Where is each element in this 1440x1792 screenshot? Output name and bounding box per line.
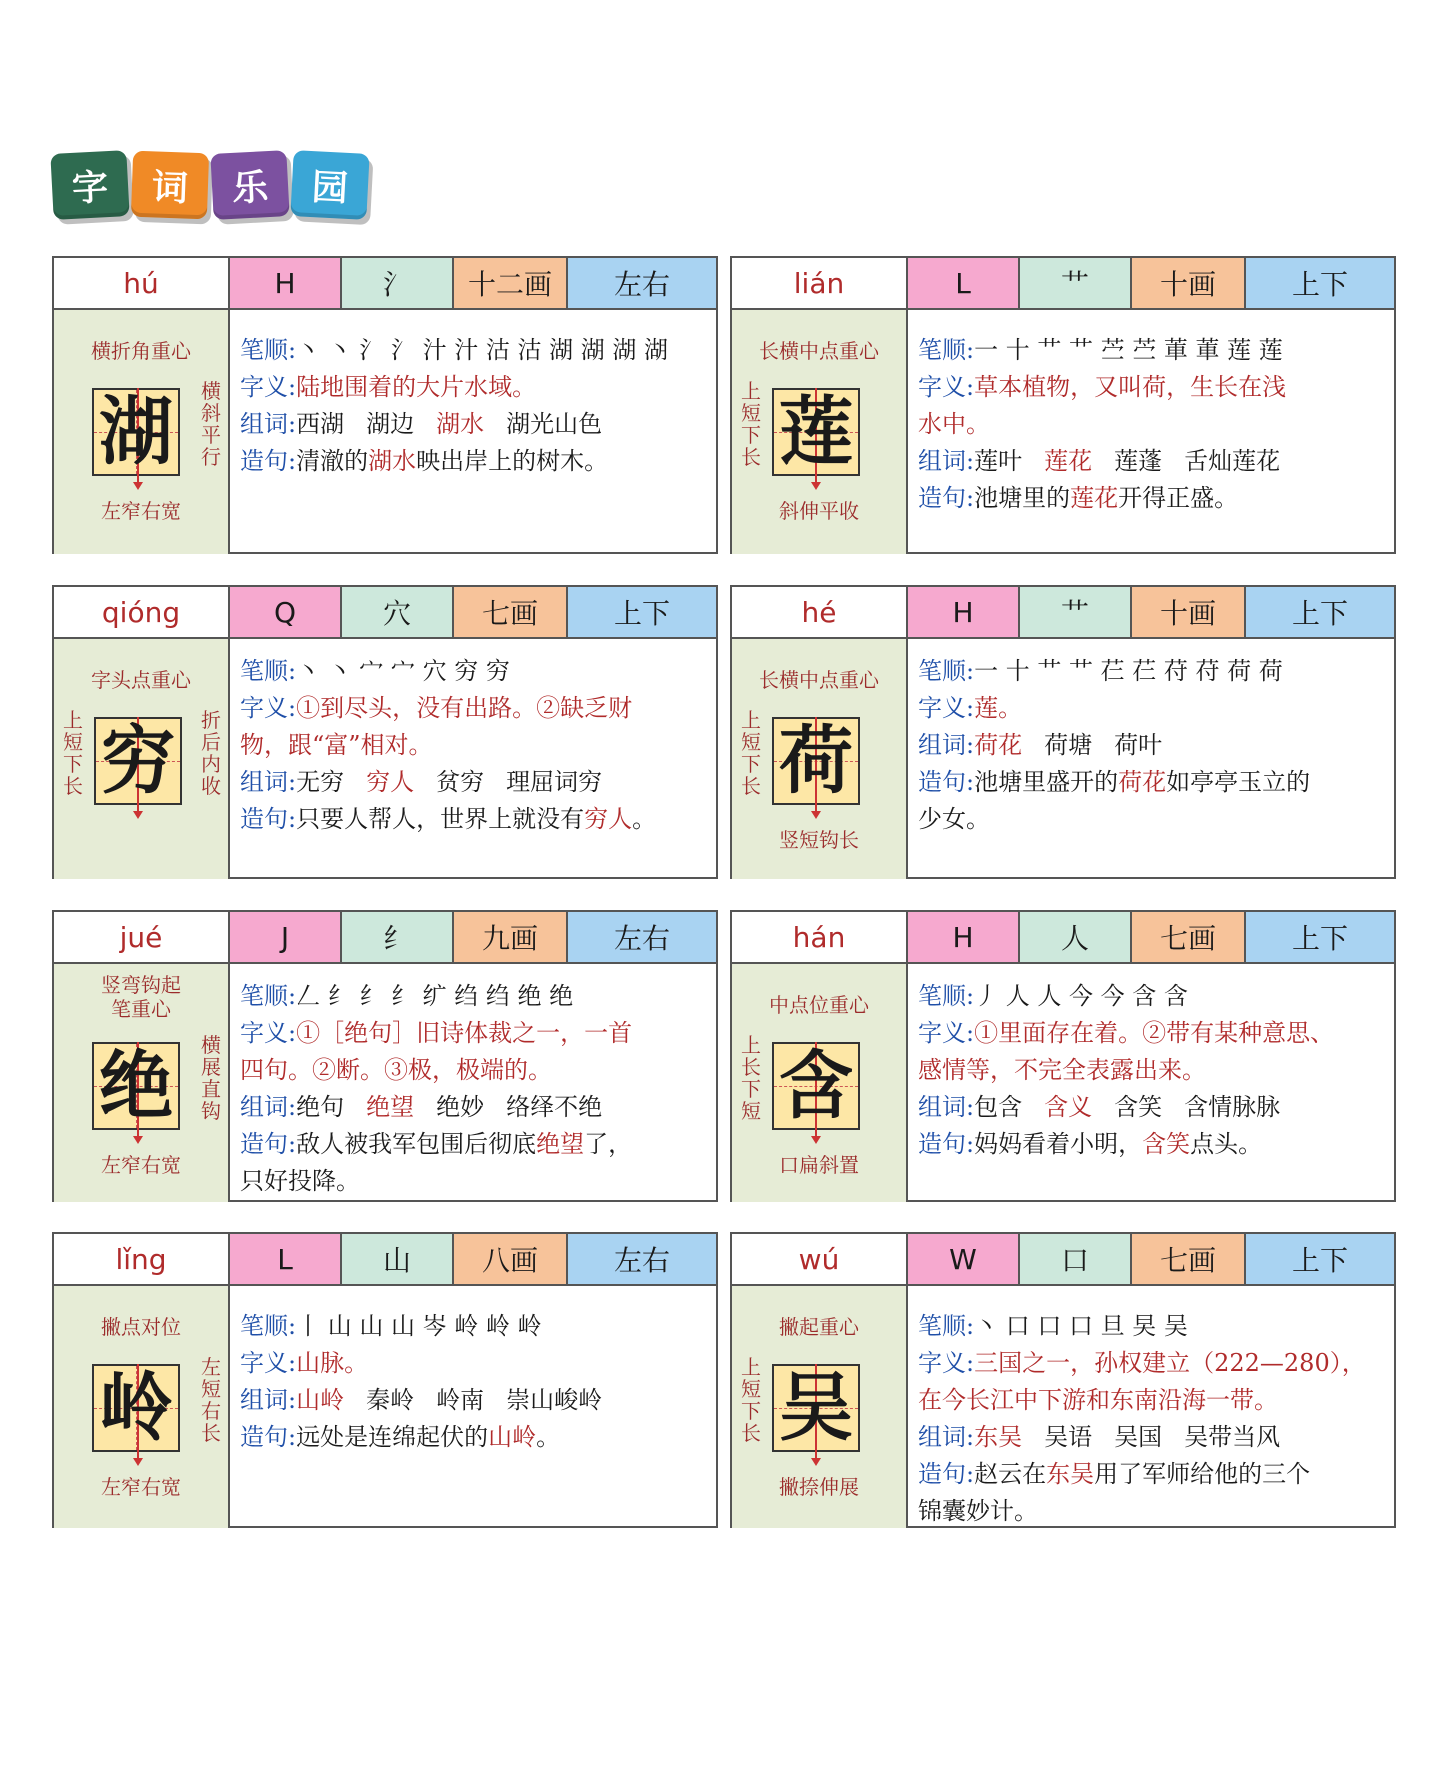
tip-top: 长横中点重心 xyxy=(759,339,879,363)
word-item: 湖光山色 xyxy=(506,410,603,438)
character-card xyxy=(730,1232,1396,1528)
sentence-row-cont xyxy=(918,1493,1384,1530)
tip-side: 上短下长 xyxy=(63,708,83,798)
sentence-part: 妈妈看着小明， xyxy=(974,1130,1143,1158)
word-item: 络绎不绝 xyxy=(506,1093,603,1121)
sentence-part: 池塘里盛开的 xyxy=(974,768,1119,796)
meaning-text: 感情等，不完全表露出来。 xyxy=(918,1056,1206,1084)
stroke-order: 丶 口 口 口 旦 旲 吴 xyxy=(974,1312,1188,1340)
character-card xyxy=(52,256,718,554)
pinyin: hé xyxy=(732,587,908,637)
initial-letter: W xyxy=(908,1234,1020,1284)
character-glyph: 岭 xyxy=(99,1365,173,1451)
structure: 左右 xyxy=(568,1234,716,1284)
card-body xyxy=(732,310,1394,554)
sentence-row-label: 造句: xyxy=(240,1130,297,1158)
radical: 纟 xyxy=(342,912,454,962)
sentence-row-label: 造句: xyxy=(918,484,975,512)
word-item: 莲蓬 xyxy=(1114,447,1163,475)
radical: 氵 xyxy=(342,258,454,308)
tip-top: 撇起重心 xyxy=(779,1315,859,1339)
word-item: 吴语 xyxy=(1044,1423,1093,1451)
word-item: 含情脉脉 xyxy=(1184,1093,1281,1121)
character-grid xyxy=(772,388,860,476)
stroke-order-row xyxy=(918,332,1384,369)
character-card xyxy=(730,910,1396,1202)
stroke-count: 七画 xyxy=(454,587,568,637)
sentence-part: 穷人 xyxy=(584,805,633,833)
card-header xyxy=(54,1234,716,1286)
word-item: 荷叶 xyxy=(1114,731,1163,759)
sentence-part: 赵云在 xyxy=(974,1460,1047,1488)
card-body xyxy=(54,1286,716,1528)
meaning-text: 山脉。 xyxy=(296,1349,369,1377)
tip-side-2: 折后内收 xyxy=(201,708,221,798)
tip-side: 横展直钩 xyxy=(201,1033,221,1123)
initial-letter: J xyxy=(230,912,342,962)
stroke-order-row-label: 笔顺: xyxy=(918,982,975,1010)
card-header xyxy=(54,587,716,639)
word-item: 山岭 xyxy=(296,1386,345,1414)
tip-side: 上短下长 xyxy=(741,1355,761,1445)
words-row xyxy=(240,1089,706,1126)
definition-panel xyxy=(908,639,1394,879)
sentence-part: 湖水 xyxy=(368,447,417,475)
card-header xyxy=(54,258,716,310)
sentence-part: 含笑 xyxy=(1142,1130,1191,1158)
tip-top: 中点位重心 xyxy=(769,993,869,1017)
pinyin: hú xyxy=(54,258,230,308)
character-glyph: 莲 xyxy=(779,389,853,475)
radical: 人 xyxy=(1020,912,1132,962)
meaning-text: 在今长江中下游和东南沿海一带。 xyxy=(918,1386,1278,1414)
initial-letter: L xyxy=(230,1234,342,1284)
structure: 上下 xyxy=(1246,258,1394,308)
meaning-text: ①到尽头，没有出路。②缺乏财 xyxy=(296,694,633,722)
structure: 上下 xyxy=(1246,1234,1394,1284)
definition-panel xyxy=(230,639,716,879)
meaning-row-label: 字义: xyxy=(918,694,975,722)
word-item: 东吴 xyxy=(974,1423,1023,1451)
stroke-order-row-label: 笔顺: xyxy=(240,1312,297,1340)
radical: 山 xyxy=(342,1234,454,1284)
words-row xyxy=(240,406,706,443)
card-body xyxy=(54,639,716,879)
stroke-order: 一 十 艹 艹 苎 苎 莗 莗 莲 莲 xyxy=(974,336,1283,364)
character-card xyxy=(730,256,1396,554)
meaning-row-label: 字义: xyxy=(240,1349,297,1377)
sentence-part: 开得正盛。 xyxy=(1118,484,1239,512)
word-item: 无穷 xyxy=(296,768,345,796)
radical: 穴 xyxy=(342,587,454,637)
definition-panel xyxy=(908,964,1394,1202)
sentence-part: 远处是连绵起伏的 xyxy=(296,1423,489,1451)
writing-tips-panel xyxy=(732,964,908,1202)
word-item: 贫穷 xyxy=(436,768,485,796)
word-item: 湖水 xyxy=(436,410,485,438)
word-item: 崇山峻岭 xyxy=(506,1386,603,1414)
sentence-row-label: 造句: xyxy=(240,447,297,475)
tip-top: 字头点重心 xyxy=(91,668,191,692)
sentence-part: 莲花 xyxy=(1070,484,1119,512)
pinyin: lián xyxy=(732,258,908,308)
tip-bottom: 左窄右宽 xyxy=(101,1475,181,1499)
card-body xyxy=(732,639,1394,879)
meaning-row xyxy=(240,369,706,406)
character-glyph: 湖 xyxy=(99,389,173,475)
initial-letter: L xyxy=(908,258,1020,308)
word-item: 绝望 xyxy=(366,1093,415,1121)
word-item: 莲叶 xyxy=(974,447,1023,475)
word-item: 莲花 xyxy=(1044,447,1093,475)
stroke-order-row-label: 笔顺: xyxy=(918,1312,975,1340)
sentence-part: 敌人被我军包围后彻底 xyxy=(296,1130,537,1158)
character-glyph: 吴 xyxy=(779,1365,853,1451)
words-row-label: 组词: xyxy=(918,731,975,759)
tip-top: 横折角重心 xyxy=(91,339,191,363)
meaning-row-cont xyxy=(240,1052,706,1089)
character-grid xyxy=(94,717,182,805)
meaning-row-cont xyxy=(918,1052,1384,1089)
stroke-count: 七画 xyxy=(1132,1234,1246,1284)
structure: 上下 xyxy=(1246,587,1394,637)
card-header xyxy=(732,912,1394,964)
card-body xyxy=(54,310,716,554)
tip-top-2: 笔重心 xyxy=(111,997,171,1021)
tip-top: 撇点对位 xyxy=(101,1315,181,1339)
pinyin: jué xyxy=(54,912,230,962)
stroke-order-row xyxy=(918,1308,1384,1345)
stroke-order-row xyxy=(918,978,1384,1015)
definition-panel xyxy=(230,964,716,1202)
stroke-order-row-label: 笔顺: xyxy=(240,336,297,364)
structure: 左右 xyxy=(568,258,716,308)
stroke-order: 一 十 艹 艹 芢 芢 苻 苻 荷 荷 xyxy=(974,657,1283,685)
writing-tips-panel xyxy=(54,639,230,879)
meaning-text: 草本植物，又叫荷，生长在浅 xyxy=(974,373,1287,401)
tip-side: 横斜平行 xyxy=(201,379,221,469)
sentence-part: 。 xyxy=(632,805,657,833)
tip-bottom: 左窄右宽 xyxy=(101,499,181,523)
writing-tips-panel xyxy=(732,1286,908,1528)
words-row xyxy=(918,1089,1384,1126)
pinyin: hán xyxy=(732,912,908,962)
stroke-order-row xyxy=(918,653,1384,690)
stroke-order-row-label: 笔顺: xyxy=(240,982,297,1010)
words-row-label: 组词: xyxy=(918,1423,975,1451)
card-body xyxy=(54,964,716,1202)
sentence-row-cont xyxy=(918,801,1384,838)
sentence-part: 池塘里的 xyxy=(974,484,1071,512)
meaning-text: ①［绝句］旧诗体裁之一，一首 xyxy=(296,1019,633,1047)
character-grid xyxy=(92,388,180,476)
meaning-row-label: 字义: xyxy=(918,1349,975,1377)
meaning-row xyxy=(918,1015,1384,1052)
words-row-label: 组词: xyxy=(240,1093,297,1121)
word-item: 含笑 xyxy=(1114,1093,1163,1121)
meaning-text: ①里面存在着。②带有某种意思、 xyxy=(974,1019,1335,1047)
sentence-row xyxy=(918,480,1384,517)
word-item: 西湖 xyxy=(296,410,345,438)
meaning-row xyxy=(240,1015,706,1052)
radical: 口 xyxy=(1020,1234,1132,1284)
meaning-text: 三国之一，孙权建立（222—280）， xyxy=(974,1349,1366,1377)
tip-bottom: 左窄右宽 xyxy=(101,1153,181,1177)
word-item: 绝句 xyxy=(296,1093,345,1121)
meaning-row xyxy=(240,1345,706,1382)
tip-side: 上长下短 xyxy=(741,1033,761,1123)
sentence-part: 荷花 xyxy=(1118,768,1167,796)
stroke-order: 𠃋 纟 纟 纟 纩 绉 绉 绝 绝 xyxy=(296,982,574,1010)
stroke-order: 丨 山 山 山 岑 岭 岭 岭 xyxy=(296,1312,542,1340)
sentence-row xyxy=(918,1456,1384,1493)
word-item: 荷塘 xyxy=(1044,731,1093,759)
definition-panel xyxy=(230,310,716,554)
card-header xyxy=(54,912,716,964)
sentence-part: 如亭亭玉立的 xyxy=(1166,768,1311,796)
words-row xyxy=(918,1419,1384,1456)
sentence-part: 只好投降。 xyxy=(240,1167,360,1195)
character-glyph: 绝 xyxy=(99,1043,173,1129)
stroke-count: 九画 xyxy=(454,912,568,962)
sentence-row-label: 造句: xyxy=(918,1130,975,1158)
sentence-part: 少女。 xyxy=(918,805,990,833)
words-row xyxy=(240,1382,706,1419)
sentence-part: 清澈的 xyxy=(296,447,369,475)
meaning-text: 陆地围着的大片水域。 xyxy=(296,373,537,401)
tip-bottom: 撇捺伸展 xyxy=(779,1475,859,1499)
tip-top: 长横中点重心 xyxy=(759,668,879,692)
initial-letter: Q xyxy=(230,587,342,637)
initial-letter: H xyxy=(908,587,1020,637)
words-row xyxy=(918,443,1384,480)
character-card xyxy=(52,585,718,879)
pinyin: qióng xyxy=(54,587,230,637)
writing-tips-panel xyxy=(732,639,908,879)
meaning-text: 莲。 xyxy=(974,694,1023,722)
title-tile-4: 园 xyxy=(290,150,369,220)
stroke-count: 七画 xyxy=(1132,912,1246,962)
tip-side: 上短下长 xyxy=(741,379,761,469)
meaning-text: 四句。②断。③极，极端的。 xyxy=(240,1056,552,1084)
word-item: 包含 xyxy=(974,1093,1023,1121)
meaning-row xyxy=(918,369,1384,406)
writing-tips-panel xyxy=(732,310,908,554)
card-body xyxy=(732,964,1394,1202)
sentence-part: 映出岸上的树木。 xyxy=(416,447,609,475)
definition-panel xyxy=(908,310,1394,554)
tip-bottom: 竖短钩长 xyxy=(779,828,859,852)
stroke-order-row xyxy=(240,1308,706,1345)
sentence-row-label: 造句: xyxy=(918,1460,975,1488)
words-row-label: 组词: xyxy=(240,410,297,438)
stroke-order: 丶 丶 氵 氵 汁 汁 沽 沽 湖 湖 湖 湖 xyxy=(296,336,669,364)
structure: 上下 xyxy=(1246,912,1394,962)
character-grid xyxy=(92,1042,180,1130)
initial-letter: H xyxy=(908,912,1020,962)
word-item: 湖边 xyxy=(366,410,415,438)
definition-panel xyxy=(230,1286,716,1528)
sentence-part: 点头。 xyxy=(1190,1130,1263,1158)
word-item: 理屈词穷 xyxy=(506,768,603,796)
title-tile-1: 字 xyxy=(50,150,129,220)
character-glyph: 含 xyxy=(779,1043,853,1129)
pinyin: wú xyxy=(732,1234,908,1284)
words-row-label: 组词: xyxy=(240,768,297,796)
sentence-part: 绝望 xyxy=(536,1130,585,1158)
stroke-order-row-label: 笔顺: xyxy=(918,336,975,364)
writing-tips-panel xyxy=(54,310,230,554)
sentence-row xyxy=(918,764,1384,801)
stroke-order-row xyxy=(240,978,706,1015)
title-tile-2: 词 xyxy=(131,151,209,220)
words-row xyxy=(918,727,1384,764)
character-grid xyxy=(772,1364,860,1452)
character-grid xyxy=(772,1042,860,1130)
card-header xyxy=(732,1234,1394,1286)
sentence-row-label: 造句: xyxy=(240,805,297,833)
word-item: 含义 xyxy=(1044,1093,1093,1121)
words-row-label: 组词: xyxy=(918,447,975,475)
meaning-text: 水中。 xyxy=(918,410,990,438)
sentence-part: 。 xyxy=(536,1423,561,1451)
word-item: 秦岭 xyxy=(366,1386,415,1414)
writing-tips-panel xyxy=(54,964,230,1202)
card-header xyxy=(732,587,1394,639)
writing-tips-panel xyxy=(54,1286,230,1528)
structure: 左右 xyxy=(568,912,716,962)
sentence-part: 东吴 xyxy=(1046,1460,1095,1488)
card-header xyxy=(732,258,1394,310)
word-item: 绝妙 xyxy=(436,1093,485,1121)
stroke-order-row xyxy=(240,332,706,369)
words-row xyxy=(240,764,706,801)
sentence-row xyxy=(240,443,706,480)
stroke-count: 八画 xyxy=(454,1234,568,1284)
sentence-part: 锦囊妙计。 xyxy=(918,1497,1038,1525)
tip-side: 左短右长 xyxy=(201,1355,221,1445)
stroke-order: 丿 人 人 今 今 含 含 xyxy=(974,982,1188,1010)
structure: 上下 xyxy=(568,587,716,637)
character-card xyxy=(52,1232,718,1528)
word-item: 岭南 xyxy=(436,1386,485,1414)
character-glyph: 荷 xyxy=(779,718,853,804)
sentence-part: 山岭 xyxy=(488,1423,537,1451)
meaning-row-label: 字义: xyxy=(240,1019,297,1047)
character-card xyxy=(730,585,1396,879)
word-item: 舌灿莲花 xyxy=(1184,447,1281,475)
meaning-row-label: 字义: xyxy=(240,694,297,722)
character-grid xyxy=(92,1364,180,1452)
word-item: 穷人 xyxy=(366,768,415,796)
pinyin: lǐng xyxy=(54,1234,230,1284)
sentence-row xyxy=(240,801,706,838)
stroke-order: 丶 丶 宀 宀 穴 穷 穷 xyxy=(296,657,510,685)
definition-panel xyxy=(908,1286,1394,1528)
meaning-row xyxy=(240,690,706,727)
sentence-part: 用了军师给他的三个 xyxy=(1094,1460,1311,1488)
title-tile-3: 乐 xyxy=(210,150,289,220)
section-title xyxy=(52,152,368,218)
sentence-part: 了， xyxy=(584,1130,633,1158)
word-item: 吴国 xyxy=(1114,1423,1163,1451)
tip-bottom: 斜伸平收 xyxy=(779,499,859,523)
tip-side: 上短下长 xyxy=(741,708,761,798)
meaning-row-cont xyxy=(240,727,706,764)
sentence-part: 只要人帮人，世界上就没有 xyxy=(296,805,585,833)
sentence-row xyxy=(918,1126,1384,1163)
tip-top: 竖弯钩起 xyxy=(101,973,181,997)
stroke-order-row xyxy=(240,653,706,690)
stroke-count: 十画 xyxy=(1132,258,1246,308)
meaning-row-label: 字义: xyxy=(240,373,297,401)
meaning-row-cont xyxy=(918,406,1384,443)
radical: 艹 xyxy=(1020,587,1132,637)
meaning-row-cont xyxy=(918,1382,1384,1419)
character-glyph: 穷 xyxy=(101,718,175,804)
sentence-row-cont xyxy=(240,1163,706,1200)
words-row-label: 组词: xyxy=(918,1093,975,1121)
character-grid xyxy=(772,717,860,805)
sentence-row-label: 造句: xyxy=(240,1423,297,1451)
sentence-row xyxy=(240,1419,706,1456)
sentence-row xyxy=(240,1126,706,1163)
character-card xyxy=(52,910,718,1202)
meaning-row xyxy=(918,1345,1384,1382)
meaning-text: 物，跟“富”相对。 xyxy=(240,731,433,759)
card-body xyxy=(732,1286,1394,1528)
word-item: 荷花 xyxy=(974,731,1023,759)
meaning-row xyxy=(918,690,1384,727)
sentence-row-label: 造句: xyxy=(918,768,975,796)
stroke-count: 十画 xyxy=(1132,587,1246,637)
initial-letter: H xyxy=(230,258,342,308)
stroke-order-row-label: 笔顺: xyxy=(240,657,297,685)
words-row-label: 组词: xyxy=(240,1386,297,1414)
meaning-row-label: 字义: xyxy=(918,1019,975,1047)
radical: 艹 xyxy=(1020,258,1132,308)
tip-bottom: 口扁斜置 xyxy=(779,1153,859,1177)
word-item: 吴带当风 xyxy=(1184,1423,1281,1451)
meaning-row-label: 字义: xyxy=(918,373,975,401)
stroke-order-row-label: 笔顺: xyxy=(918,657,975,685)
stroke-count: 十二画 xyxy=(454,258,568,308)
